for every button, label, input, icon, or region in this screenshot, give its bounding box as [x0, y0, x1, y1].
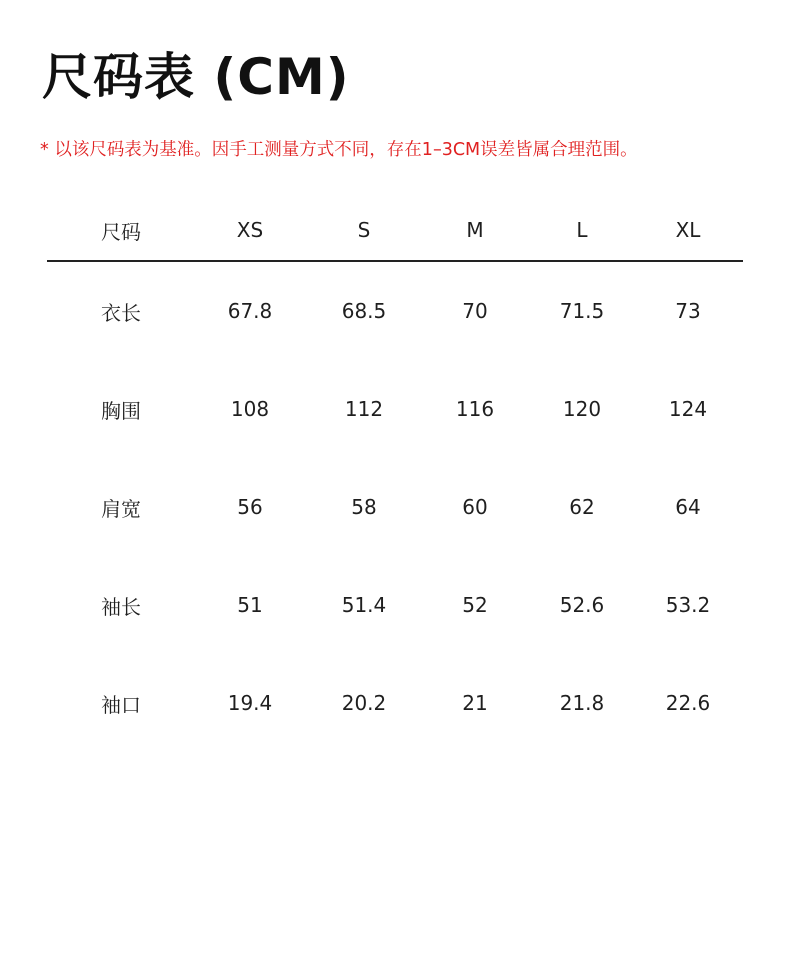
table-cell: 68.5 [341, 299, 387, 323]
table-row [47, 654, 743, 752]
row-label: 衣长 [101, 300, 141, 325]
table-cell: 73 [675, 299, 701, 323]
table-cell: 67.8 [227, 299, 273, 323]
header-cell-size: 尺码 [101, 219, 141, 244]
table-cell: 124 [668, 397, 708, 421]
row-label: 袖长 [101, 594, 141, 619]
table-cell: 71.5 [559, 299, 605, 323]
size-table [47, 200, 743, 752]
table-cell: 116 [455, 397, 495, 421]
header-cell-s: S [357, 218, 371, 242]
header-cell-m: M [466, 218, 484, 242]
table-row [47, 556, 743, 654]
table-cell: 52 [462, 593, 488, 617]
table-row [47, 262, 743, 360]
table-cell: 21 [462, 691, 488, 715]
table-cell: 51.4 [341, 593, 387, 617]
table-cell: 56 [237, 495, 263, 519]
table-cell: 21.8 [559, 691, 605, 715]
table-cell: 120 [562, 397, 602, 421]
measurement-note: * 以该尺码表为基准。因手工测量方式不同，存在1–3CM误差皆属合理范围。 [40, 140, 638, 160]
table-row [47, 360, 743, 458]
header-cell-xs: XS [236, 218, 264, 242]
header-cell-xl: XL [675, 218, 701, 242]
row-label: 肩宽 [101, 496, 141, 521]
table-cell: 22.6 [665, 691, 711, 715]
table-cell: 112 [344, 397, 384, 421]
table-row [47, 458, 743, 556]
header-cell-l: L [576, 218, 588, 242]
page-title: 尺码表 (CM) [42, 48, 350, 106]
table-header-row [47, 200, 743, 262]
row-label: 胸围 [101, 398, 141, 423]
table-cell: 20.2 [341, 691, 387, 715]
table-cell: 19.4 [227, 691, 273, 715]
table-cell: 108 [230, 397, 270, 421]
row-label: 袖口 [101, 692, 141, 717]
table-cell: 52.6 [559, 593, 605, 617]
table-cell: 60 [462, 495, 488, 519]
table-cell: 53.2 [665, 593, 711, 617]
table-cell: 62 [569, 495, 595, 519]
table-cell: 51 [237, 593, 263, 617]
table-cell: 64 [675, 495, 701, 519]
table-cell: 70 [462, 299, 488, 323]
table-cell: 58 [351, 495, 377, 519]
